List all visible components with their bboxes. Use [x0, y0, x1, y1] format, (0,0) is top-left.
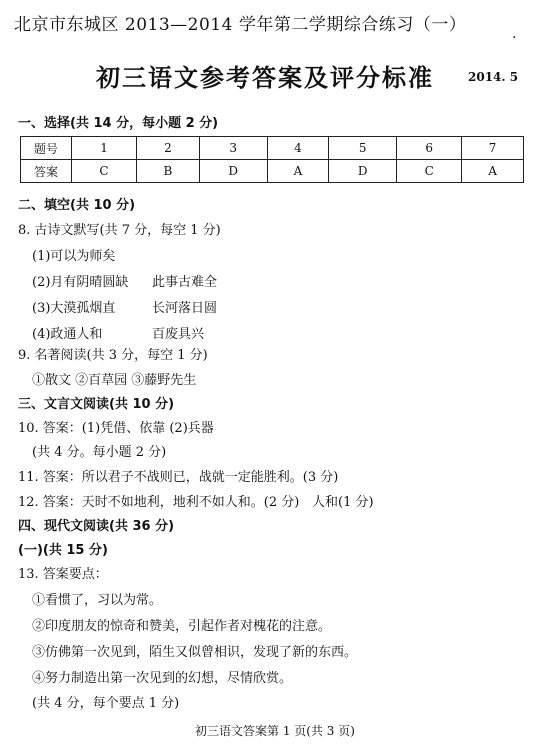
- table-cell: A: [462, 160, 524, 183]
- table-cell: 3: [199, 137, 267, 160]
- table-cell: 题号: [21, 137, 72, 160]
- table-cell: 答案: [21, 160, 72, 183]
- table-cell: 2: [137, 137, 200, 160]
- answer-8-2b: 此事古难全: [152, 275, 218, 290]
- answer-13-point: ③仿佛第一次见到，陌生又似曾相识，发现了新的东西。: [32, 645, 358, 660]
- answer-8-1: (1)可以为师矣: [32, 249, 116, 264]
- answer-13-point: ①看惯了，习以为常。: [32, 593, 163, 608]
- table-cell: A: [267, 160, 329, 183]
- question-10: 10. 答案：(1)凭借、依靠 (2)兵器: [18, 421, 214, 436]
- table-cell: 5: [329, 137, 397, 160]
- table-row: [21, 160, 524, 183]
- table-cell: C: [397, 160, 462, 183]
- answer-8-3: (3)大漠孤烟直: [32, 301, 116, 316]
- question-11: 11. 答案：所以君子不战则已，战就一定能胜利。(3 分): [18, 470, 339, 485]
- question-12: 12. 答案：天时不如地利，地利不如人和。(2 分): [18, 495, 300, 510]
- table-cell: 4: [267, 137, 329, 160]
- table-cell: B: [137, 160, 200, 183]
- answer-table: [20, 136, 524, 183]
- subsection-1-heading: (一)(共 15 分): [18, 543, 108, 558]
- answer-8-4: (4)政通人和: [32, 327, 103, 342]
- question-9: 9. 名著阅读(共 3 分，每空 1 分): [18, 348, 208, 363]
- table-cell: 6: [397, 137, 462, 160]
- stray-dot: .: [512, 26, 517, 42]
- answer-9: ①散文 ②百草园 ③藤野先生: [32, 373, 197, 388]
- section-1-heading: 一、选择(共 14 分，每小题 2 分): [18, 116, 219, 131]
- document-title: 初三语文参考答案及评分标准: [96, 63, 434, 92]
- table-cell: C: [72, 160, 137, 183]
- page-footer: 初三语文答案第 1 页(共 3 页): [195, 724, 355, 738]
- question-13: 13. 答案要点：: [18, 567, 108, 582]
- answer-8-3b: 长河落日圆: [152, 301, 218, 316]
- table-cell: D: [199, 160, 267, 183]
- question-10-note: (共 4 分。每小题 2 分): [32, 445, 167, 460]
- question-12b: 人和(1 分): [312, 495, 374, 510]
- answer-13-point: ④努力制造出第一次见到的幻想，尽情欣赏。: [32, 671, 293, 686]
- table-cell: D: [329, 160, 397, 183]
- answer-13-point: ②印度朋友的惊奇和赞美，引起作者对槐花的注意。: [32, 619, 332, 634]
- question-13-note: (共 4 分，每个要点 1 分): [32, 696, 180, 711]
- document-date: 2014. 5: [468, 70, 519, 84]
- table-cell: 1: [72, 137, 137, 160]
- answer-8-2: (2)月有阴晴圆缺: [32, 275, 129, 290]
- table-cell: 7: [462, 137, 524, 160]
- table-row: [21, 137, 524, 160]
- question-8: 8. 古诗文默写(共 7 分，每空 1 分): [18, 223, 221, 238]
- answer-8-4b: 百废具兴: [152, 327, 205, 342]
- section-3-heading: 三、文言文阅读(共 10 分): [18, 397, 175, 412]
- document-header: 北京市东城区 2013—2014 学年第二学期综合练习（一）: [14, 15, 467, 35]
- section-2-heading: 二、填空(共 10 分): [18, 198, 136, 213]
- section-4-heading: 四、现代文阅读(共 36 分): [18, 519, 175, 534]
